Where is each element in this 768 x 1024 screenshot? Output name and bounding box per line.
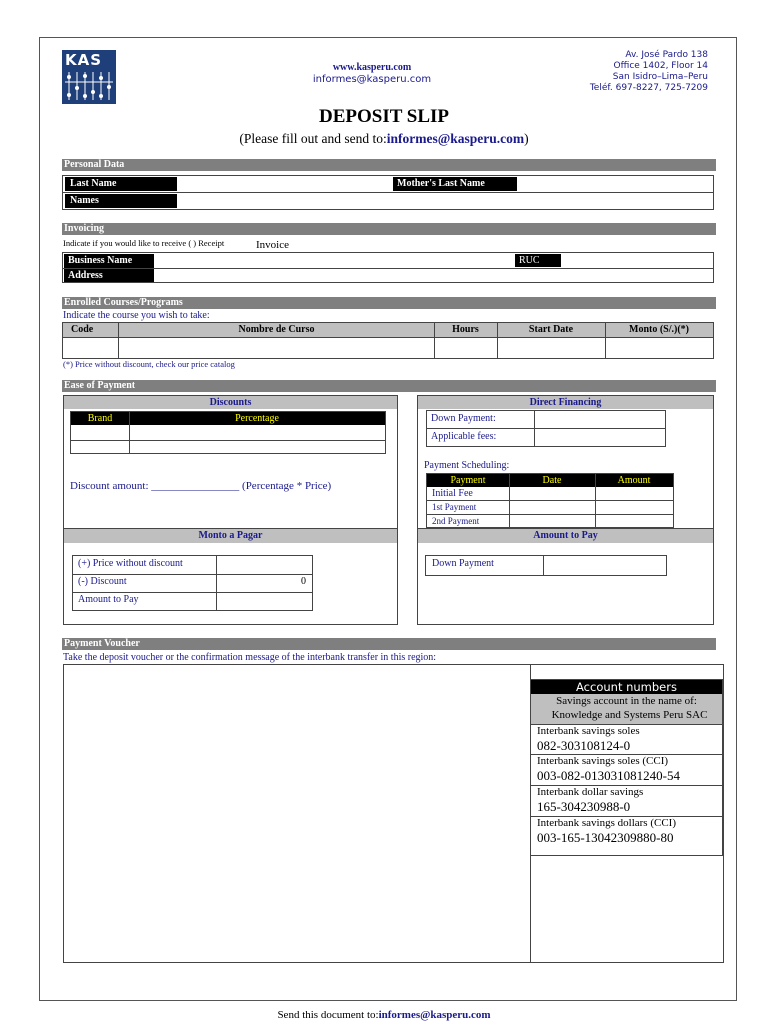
discount-amount-line bbox=[70, 480, 331, 492]
invoice-option[interactable]: Invoice bbox=[256, 239, 289, 251]
atp-down-payment-label: Down Payment bbox=[432, 558, 494, 569]
names-label: Names bbox=[65, 194, 177, 208]
payment-scheduling-label: Payment Scheduling: bbox=[424, 460, 510, 471]
amount-to-pay-label: Amount to Pay bbox=[78, 594, 139, 605]
courses-table bbox=[62, 322, 714, 359]
footer-email-link[interactable]: informes@kasperu.com bbox=[378, 1009, 491, 1021]
discount-formula: (Percentage * Price) bbox=[242, 480, 332, 492]
account-number: 165-304230988-0 bbox=[537, 799, 631, 814]
account-label: Interbank dollar savings bbox=[537, 786, 644, 798]
personal-table bbox=[62, 175, 714, 210]
abacus-icon bbox=[65, 70, 113, 102]
section-enrolled-courses: Enrolled Courses/Programs bbox=[62, 297, 716, 309]
subtitle-email-link[interactable]: informes@kasperu.com bbox=[386, 131, 525, 146]
website-link[interactable]: www.kasperu.com bbox=[332, 62, 412, 73]
address-input[interactable] bbox=[156, 269, 712, 282]
address-label: Address bbox=[64, 269, 154, 282]
account-numbers-box bbox=[530, 679, 723, 856]
ruc-label: RUC bbox=[515, 254, 561, 267]
col-code: Code bbox=[71, 324, 94, 335]
sched-row-initial-fee: Initial Fee bbox=[432, 488, 473, 499]
sched-col-payment: Payment bbox=[450, 475, 486, 486]
price-without-discount-input[interactable] bbox=[218, 557, 312, 573]
direct-financing-panel bbox=[417, 395, 714, 625]
subtitle-suffix: ) bbox=[524, 131, 529, 146]
courses-instruction: Indicate the course you wish to take: bbox=[63, 310, 210, 321]
account-holder-line2: Knowledge and Systems Peru SAC bbox=[551, 709, 708, 721]
page-subtitle bbox=[0, 131, 768, 147]
course-start-date-input[interactable] bbox=[499, 339, 604, 358]
footer bbox=[0, 1009, 768, 1021]
subtitle-prefix: (Please fill out and send to: bbox=[239, 131, 387, 146]
monto-table bbox=[72, 555, 313, 611]
sched-col-amount: Amount bbox=[617, 475, 651, 486]
discount-label: (-) Discount bbox=[78, 576, 127, 587]
down-payment-label: Down Payment: bbox=[431, 413, 496, 424]
last-name-label: Last Name bbox=[65, 177, 177, 191]
business-name-input[interactable] bbox=[156, 254, 512, 267]
business-name-label: Business Name bbox=[64, 254, 154, 268]
account-label: Interbank savings soles (CCI) bbox=[537, 755, 669, 767]
price-note: (*) Price without discount, check our price catalog bbox=[63, 359, 235, 369]
account-numbers-title: Account numbers bbox=[531, 680, 722, 694]
discounts-table bbox=[70, 411, 386, 454]
down-payment-input[interactable] bbox=[536, 412, 665, 427]
price-without-discount-label: (+) Price without discount bbox=[78, 558, 183, 569]
sched-row-2nd-payment: 2nd Payment bbox=[432, 516, 480, 526]
invoicing-instruction: Indicate if you would like to receive ( ) Receipt bbox=[63, 238, 225, 248]
mothers-last-name-input[interactable] bbox=[519, 177, 713, 191]
brand-input[interactable] bbox=[72, 426, 128, 439]
course-name-input[interactable] bbox=[120, 339, 433, 358]
discount-amount-label: Discount amount: bbox=[70, 480, 149, 492]
amount-to-pay-table bbox=[425, 555, 667, 576]
monto-a-pagar-title: Monto a Pagar bbox=[64, 528, 397, 543]
header-email-link[interactable]: informes@kasperu.com bbox=[312, 74, 432, 85]
amount-to-pay-title: Amount to Pay bbox=[418, 528, 713, 543]
phone-line: Teléf. 697-8227, 725-7209 bbox=[589, 83, 708, 93]
names-input[interactable] bbox=[181, 194, 711, 208]
address-line: Av. José Pardo 138 bbox=[625, 50, 708, 60]
financing-table bbox=[426, 410, 666, 447]
brand-header: Brand bbox=[87, 413, 113, 424]
voucher-instruction: Take the deposit voucher or the confirmation message of the interbank transfer in this region: bbox=[63, 652, 437, 663]
account-row bbox=[537, 725, 722, 753]
address-line: San Isidro–Lima–Peru bbox=[612, 72, 708, 82]
applicable-fees-label: Applicable fees: bbox=[431, 431, 497, 442]
ruc-input[interactable] bbox=[563, 254, 711, 267]
logo-text: KAS bbox=[65, 51, 103, 69]
account-label: Interbank savings soles bbox=[537, 725, 640, 737]
section-ease-of-payment: Ease of Payment bbox=[62, 380, 716, 392]
applicable-fees-input[interactable] bbox=[536, 430, 665, 446]
course-hours-input[interactable] bbox=[436, 339, 496, 358]
course-code-input[interactable] bbox=[64, 339, 117, 358]
payment-schedule-table bbox=[426, 473, 674, 528]
account-label: Interbank savings dollars (CCI) bbox=[537, 817, 676, 829]
page-title: DEPOSIT SLIP bbox=[318, 106, 450, 127]
discounts-panel bbox=[63, 395, 398, 625]
sched-col-date: Date bbox=[542, 475, 562, 486]
section-payment-voucher: Payment Voucher bbox=[62, 638, 716, 650]
col-course-name: Nombre de Curso bbox=[238, 324, 315, 335]
atp-down-payment-input[interactable] bbox=[545, 557, 666, 575]
amount-to-pay-input[interactable] bbox=[218, 593, 312, 610]
company-address bbox=[560, 50, 708, 94]
section-personal-data: Personal Data bbox=[62, 159, 716, 171]
mothers-last-name-label: Mother's Last Name bbox=[393, 177, 517, 191]
account-row bbox=[537, 786, 722, 814]
account-number: 003-165-13042309880-80 bbox=[537, 830, 674, 845]
kas-logo bbox=[62, 50, 116, 104]
account-holder-line1: Savings account in the name of: bbox=[556, 695, 697, 707]
account-row bbox=[537, 755, 722, 783]
direct-financing-title: Direct Financing bbox=[418, 396, 713, 409]
percentage-input[interactable] bbox=[131, 426, 385, 439]
course-amount-input[interactable] bbox=[607, 339, 712, 358]
discounts-title: Discounts bbox=[64, 396, 397, 409]
invoicing-table bbox=[62, 252, 714, 283]
discount-value[interactable]: 0 bbox=[301, 576, 306, 587]
sched-row-1st-payment: 1st Payment bbox=[432, 502, 477, 512]
col-start-date: Start Date bbox=[528, 324, 574, 335]
last-name-input[interactable] bbox=[181, 177, 389, 191]
discount-amount-field[interactable]: ________________ bbox=[151, 480, 240, 492]
account-holder bbox=[531, 694, 722, 724]
footer-prefix: Send this document to: bbox=[277, 1009, 379, 1021]
section-invoicing: Invoicing bbox=[62, 223, 716, 235]
col-hours: Hours bbox=[452, 324, 479, 335]
account-number: 082-303108124-0 bbox=[537, 738, 631, 753]
address-line: Office 1402, Floor 14 bbox=[613, 61, 708, 71]
percentage-header: Percentage bbox=[235, 413, 279, 424]
account-number: 003-082-013031081240-54 bbox=[537, 768, 680, 783]
account-row bbox=[537, 817, 722, 845]
col-amount: Monto (S/.)(*) bbox=[629, 324, 689, 335]
